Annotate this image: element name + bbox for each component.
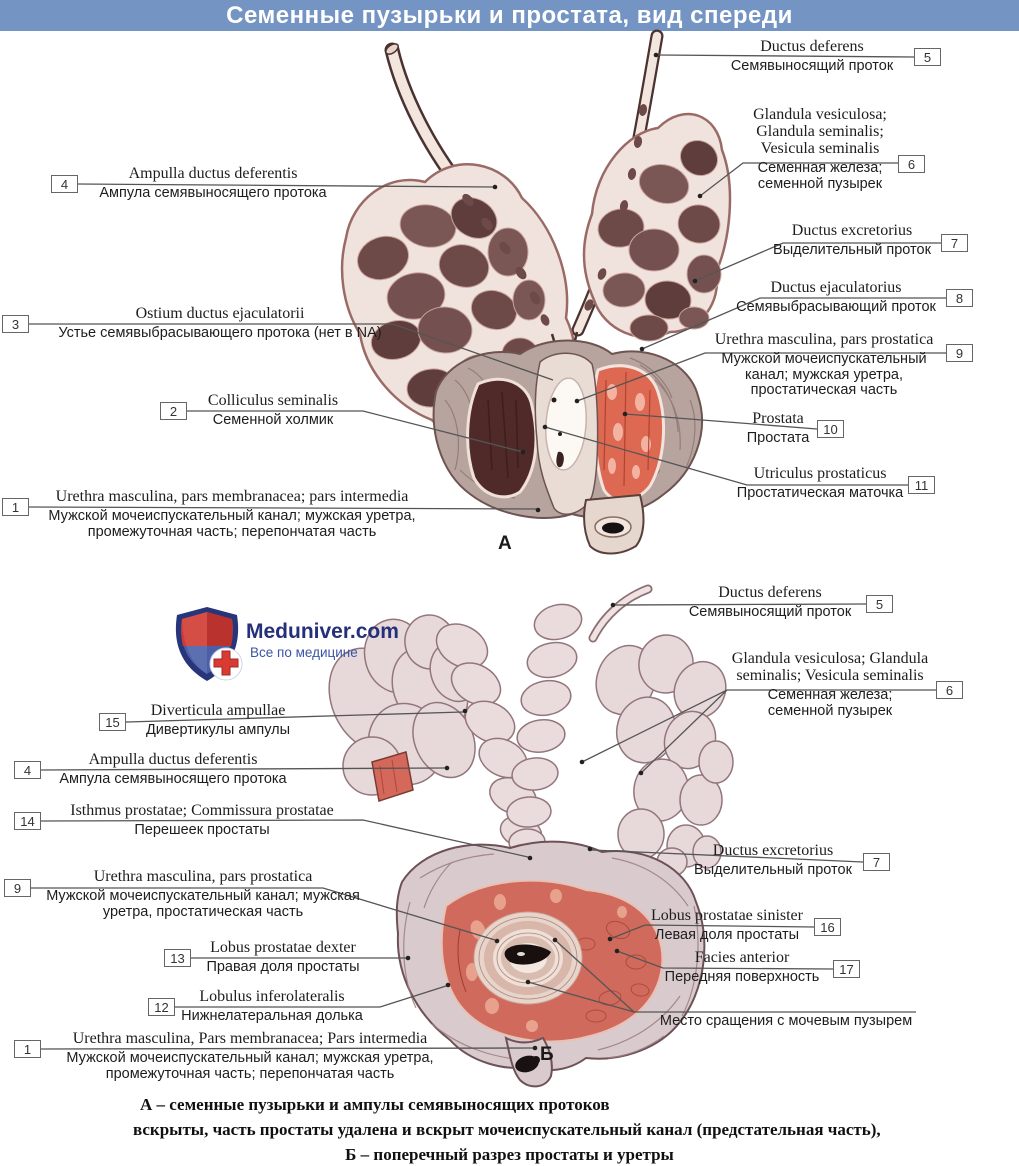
leader-dot xyxy=(615,949,620,954)
label-text-block xyxy=(747,410,810,447)
leader-dot xyxy=(654,53,659,58)
label-latin-term: Ductus deferens xyxy=(718,584,822,601)
leader-dot xyxy=(526,980,531,985)
label-russian-term: Мужской мочеиспускательный xyxy=(721,351,927,367)
label-number-box: 5 xyxy=(866,595,893,613)
leader-dot xyxy=(553,938,558,943)
label-number-box: 3 xyxy=(2,315,29,333)
figure-a-marker: А xyxy=(498,533,512,554)
label-number-box: 2 xyxy=(160,402,187,420)
label-number-box: 13 xyxy=(164,949,191,967)
label-russian-term: Перешеек простаты xyxy=(134,822,270,838)
label-russian-term: Выделительный проток xyxy=(773,242,931,258)
label-text-block xyxy=(70,802,334,839)
label-russian-term: Левая доля простаты xyxy=(654,927,800,943)
label-text-block xyxy=(58,305,381,342)
label-text-block xyxy=(694,842,852,879)
leader-dot xyxy=(623,412,628,417)
label-russian-term: промежуточная часть; перепончатая часть xyxy=(105,1065,395,1082)
label-number-box: 7 xyxy=(863,853,890,871)
label-latin-term: Urethra masculina, pars membranacea; pars intermedia xyxy=(55,488,409,505)
leader-dot xyxy=(693,279,698,284)
label-latin-term: seminalis; Vesicula seminalis xyxy=(736,667,924,684)
label-text-block xyxy=(753,106,887,192)
label-latin-term: Ductus deferens xyxy=(760,38,864,55)
label-russian-term: Семявыносящий проток xyxy=(730,58,894,74)
leader-dot xyxy=(528,856,533,861)
label-number-box: 12 xyxy=(148,998,175,1016)
label-russian-term: Устье семявыбрасывающего протока (нет в NA) xyxy=(58,325,382,341)
label-latin-term: Isthmus prostatae; Commissura prostatae xyxy=(70,802,334,819)
tissue-lobule xyxy=(515,717,567,755)
leader-dot xyxy=(446,983,451,988)
leader-dot xyxy=(463,709,468,714)
label-latin-term: Ampulla ductus deferentis xyxy=(128,165,298,182)
label-number-box: 16 xyxy=(814,918,841,936)
label-number-box: 14 xyxy=(14,812,41,830)
label-latin-term: Urethra masculina, Pars membranacea; Pars intermedia xyxy=(72,1030,428,1047)
label-latin-term: Ductus excretorius xyxy=(712,842,834,859)
label-russian-term: уретра, простатическая часть xyxy=(102,903,304,920)
label-text-block xyxy=(146,702,290,739)
label-latin-term: Urethra masculina, pars prostatica xyxy=(93,868,313,885)
label-text-block xyxy=(732,650,928,719)
label-text-block xyxy=(66,1030,433,1082)
label-number-box: 5 xyxy=(914,48,941,66)
leader-dot xyxy=(495,939,500,944)
label-number-box: 4 xyxy=(14,761,41,779)
label-latin-term: Glandula vesiculosa; xyxy=(753,106,887,123)
label-russian-term: Семенная железа; xyxy=(757,160,883,176)
label-number-box: 9 xyxy=(946,344,973,362)
leader-dot xyxy=(575,399,580,404)
leader-dot xyxy=(543,425,548,430)
leader-dot xyxy=(493,185,498,190)
tissue-lobule xyxy=(518,677,573,719)
label-latin-term: Lobus prostatae dexter xyxy=(210,939,356,956)
leader-dot xyxy=(445,766,450,771)
label-number-box: 10 xyxy=(817,420,844,438)
label-number-box: 9 xyxy=(4,879,31,897)
label-latin-term: Ductus excretorius xyxy=(791,222,913,239)
label-text-block xyxy=(731,38,893,75)
logo-name: Meduniver.com xyxy=(246,620,399,643)
label-russian-term: семенной пузырек xyxy=(767,702,893,719)
label-latin-term: Urethra masculina, pars prostatica xyxy=(714,331,934,348)
label-latin-term: Prostata xyxy=(752,410,804,427)
label-text-block xyxy=(99,165,326,202)
label-number-box: 17 xyxy=(833,960,860,978)
leader-dot xyxy=(640,347,645,352)
label-russian-term: Нижнелатеральная долька xyxy=(181,1008,363,1024)
label-russian-term: Мужской мочеиспускательный канал; мужская xyxy=(46,888,360,904)
page-title: Семенные пузырьки и простата, вид спереди xyxy=(226,1,793,29)
leader-dot xyxy=(611,603,616,608)
label-text-block xyxy=(736,279,936,316)
tissue-lobule xyxy=(630,315,668,341)
label-number-box: 6 xyxy=(936,681,963,699)
label-latin-term: Lobus prostatae sinister xyxy=(651,907,803,924)
label-russian-term: Простата xyxy=(746,430,810,446)
label-russian-term: Мужской мочеиспускательный канал; мужская уретра, xyxy=(66,1050,434,1066)
leader-dot xyxy=(580,760,585,765)
label-text-block xyxy=(208,392,338,429)
leader-dot xyxy=(406,956,411,961)
label-number-box: 15 xyxy=(99,713,126,731)
label-russian-term: Семенная железа; xyxy=(767,687,893,703)
label-text-block xyxy=(48,488,415,540)
label-latin-term: Ampulla ductus deferentis xyxy=(88,751,258,768)
label-number-box: 4 xyxy=(51,175,78,193)
label-russian-term: канал; мужская уретра, xyxy=(745,366,903,383)
label-russian-term: простатическая часть xyxy=(750,382,898,398)
label-latin-term: Lobulus inferolateralis xyxy=(199,988,345,1005)
label-russian-term: Место сращения с мочевым пузырем xyxy=(659,1013,913,1029)
label-text-block xyxy=(737,465,903,502)
label-number-box: 7 xyxy=(941,234,968,252)
label-russian-term: Простатическая маточка xyxy=(736,485,904,501)
leader-dot xyxy=(698,194,703,199)
tissue-lobule xyxy=(687,255,721,293)
label-text-block xyxy=(665,949,820,986)
label-latin-term: Glandula seminalis; xyxy=(756,123,884,140)
label-text-block xyxy=(651,907,803,944)
label-russian-term: промежуточная часть; перепончатая часть xyxy=(87,523,377,540)
label-text-block xyxy=(46,868,360,920)
label-latin-term: Glandula vesiculosa; Glandula xyxy=(731,650,929,667)
label-russian-term: Ампула семявыносящего протока xyxy=(99,185,327,201)
label-latin-term: Facies anterior xyxy=(694,949,790,966)
logo-tagline: Все по медицине xyxy=(250,645,358,660)
label-latin-term: Ductus ejaculatorius xyxy=(770,279,902,296)
tissue-lobule xyxy=(699,741,733,783)
label-number-box: 11 xyxy=(908,476,935,494)
caption-line-2: вскрыты, часть простаты удалена и вскрыт мочеиспускательный канал (предстательная часть), xyxy=(133,1120,881,1139)
label-number-box: 8 xyxy=(946,289,973,307)
caption-line-3: Б – поперечный разрез простаты и уретры xyxy=(345,1145,674,1164)
label-russian-term: Семявыбрасывающий проток xyxy=(736,299,936,315)
shield-cross-icon xyxy=(169,605,245,685)
label-text-block xyxy=(660,1014,912,1030)
label-russian-term: Мужской мочеиспускательный канал; мужская уретра, xyxy=(48,508,416,524)
label-text-block xyxy=(715,331,934,399)
caption-line-1: А – семенные пузырьки и ампулы семявыносящих протоков xyxy=(140,1095,610,1114)
tissue-lobule xyxy=(524,638,580,682)
label-latin-term: Ostium ductus ejaculatorii xyxy=(135,305,305,322)
label-number-box: 6 xyxy=(898,155,925,173)
label-number-box: 1 xyxy=(2,498,29,516)
label-russian-term: Передняя поверхность xyxy=(664,969,820,985)
leader-dot xyxy=(533,1046,538,1051)
leader-dot xyxy=(588,847,593,852)
label-text-block xyxy=(689,584,851,621)
leader-dot xyxy=(536,508,541,513)
label-latin-term: Diverticula ampullae xyxy=(150,702,286,719)
label-russian-term: Семенной холмик xyxy=(212,412,334,428)
label-latin-term: Utriculus prostaticus xyxy=(753,465,887,482)
label-russian-term: Выделительный проток xyxy=(694,862,852,878)
label-number-box: 1 xyxy=(14,1040,41,1058)
figure-a-art xyxy=(342,36,730,554)
label-russian-term: семенной пузырек xyxy=(757,175,883,192)
leader-dot xyxy=(639,771,644,776)
tissue-lobule xyxy=(679,307,709,329)
leader-dot xyxy=(521,450,526,455)
figure-b-marker: Б xyxy=(540,1044,554,1065)
label-russian-term: Правая доля простаты xyxy=(206,959,360,975)
label-latin-term: Vesicula seminalis xyxy=(760,140,880,157)
tissue-lobule xyxy=(530,599,585,644)
label-russian-term: Дивертикулы ампулы xyxy=(145,722,291,738)
label-russian-term: Семявыносящий проток xyxy=(688,604,852,620)
label-russian-term: Ампула семявыносящего протока xyxy=(59,771,287,787)
label-text-block xyxy=(59,751,286,788)
label-latin-term: Colliculus seminalis xyxy=(207,392,339,409)
label-text-block xyxy=(773,222,931,259)
meduniver-logo xyxy=(169,605,399,690)
label-text-block xyxy=(206,939,359,976)
label-text-block xyxy=(181,988,363,1025)
leader-dot xyxy=(608,937,613,942)
tissue-lobule xyxy=(629,229,679,271)
